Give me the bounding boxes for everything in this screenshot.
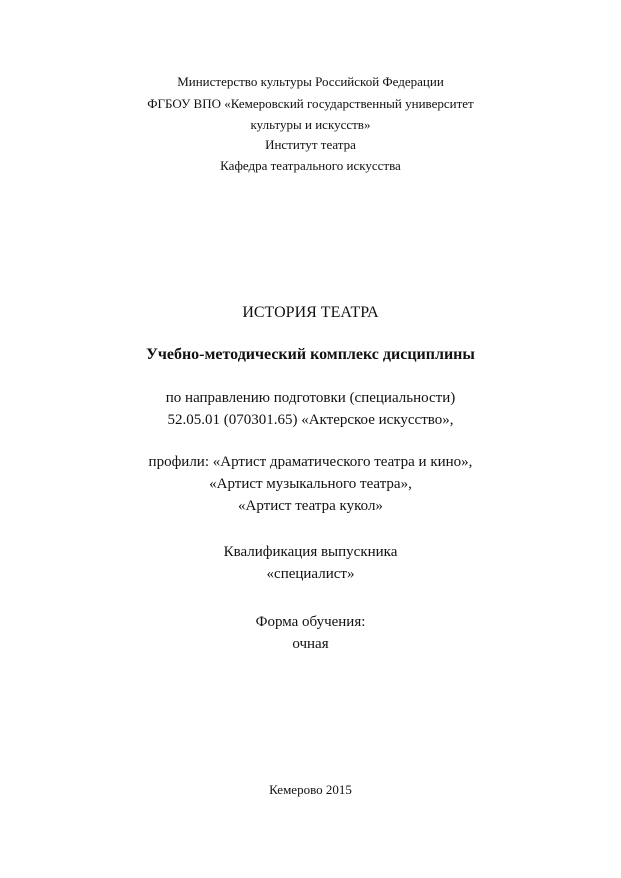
department-line: Кафедра театрального искусства (220, 158, 401, 173)
document-title: ИСТОРИЯ ТЕАТРА (242, 304, 379, 321)
institute-line: Институт театра (265, 137, 356, 152)
profiles-line-3: «Артист театра кукол» (238, 498, 383, 514)
qualification-label: Квалификация выпускника (223, 544, 398, 560)
qualification-value: «специалист» (266, 566, 355, 582)
direction-line-2: 52.05.01 (070301.65) «Актерское искусство», (167, 412, 454, 428)
university-line-2: культуры и искусств» (250, 117, 371, 132)
city-year: Кемерово 2015 (269, 782, 352, 797)
study-form-label: Форма обучения: (255, 614, 366, 630)
profiles-line-2: «Артист музыкального театра», (209, 476, 412, 492)
study-form-value: очная (292, 636, 329, 652)
document-subtitle: Учебно-методический комплекс дисциплины (146, 346, 475, 363)
university-line-1: ФГБОУ ВПО «Кемеровский государственный университет (147, 96, 474, 111)
direction-line-1: по направлению подготовки (специальности) (165, 390, 456, 406)
ministry-line: Министерство культуры Российской Федерации (177, 74, 444, 89)
profiles-line-1: профили: «Артист драматического театра и кино», (148, 454, 473, 470)
